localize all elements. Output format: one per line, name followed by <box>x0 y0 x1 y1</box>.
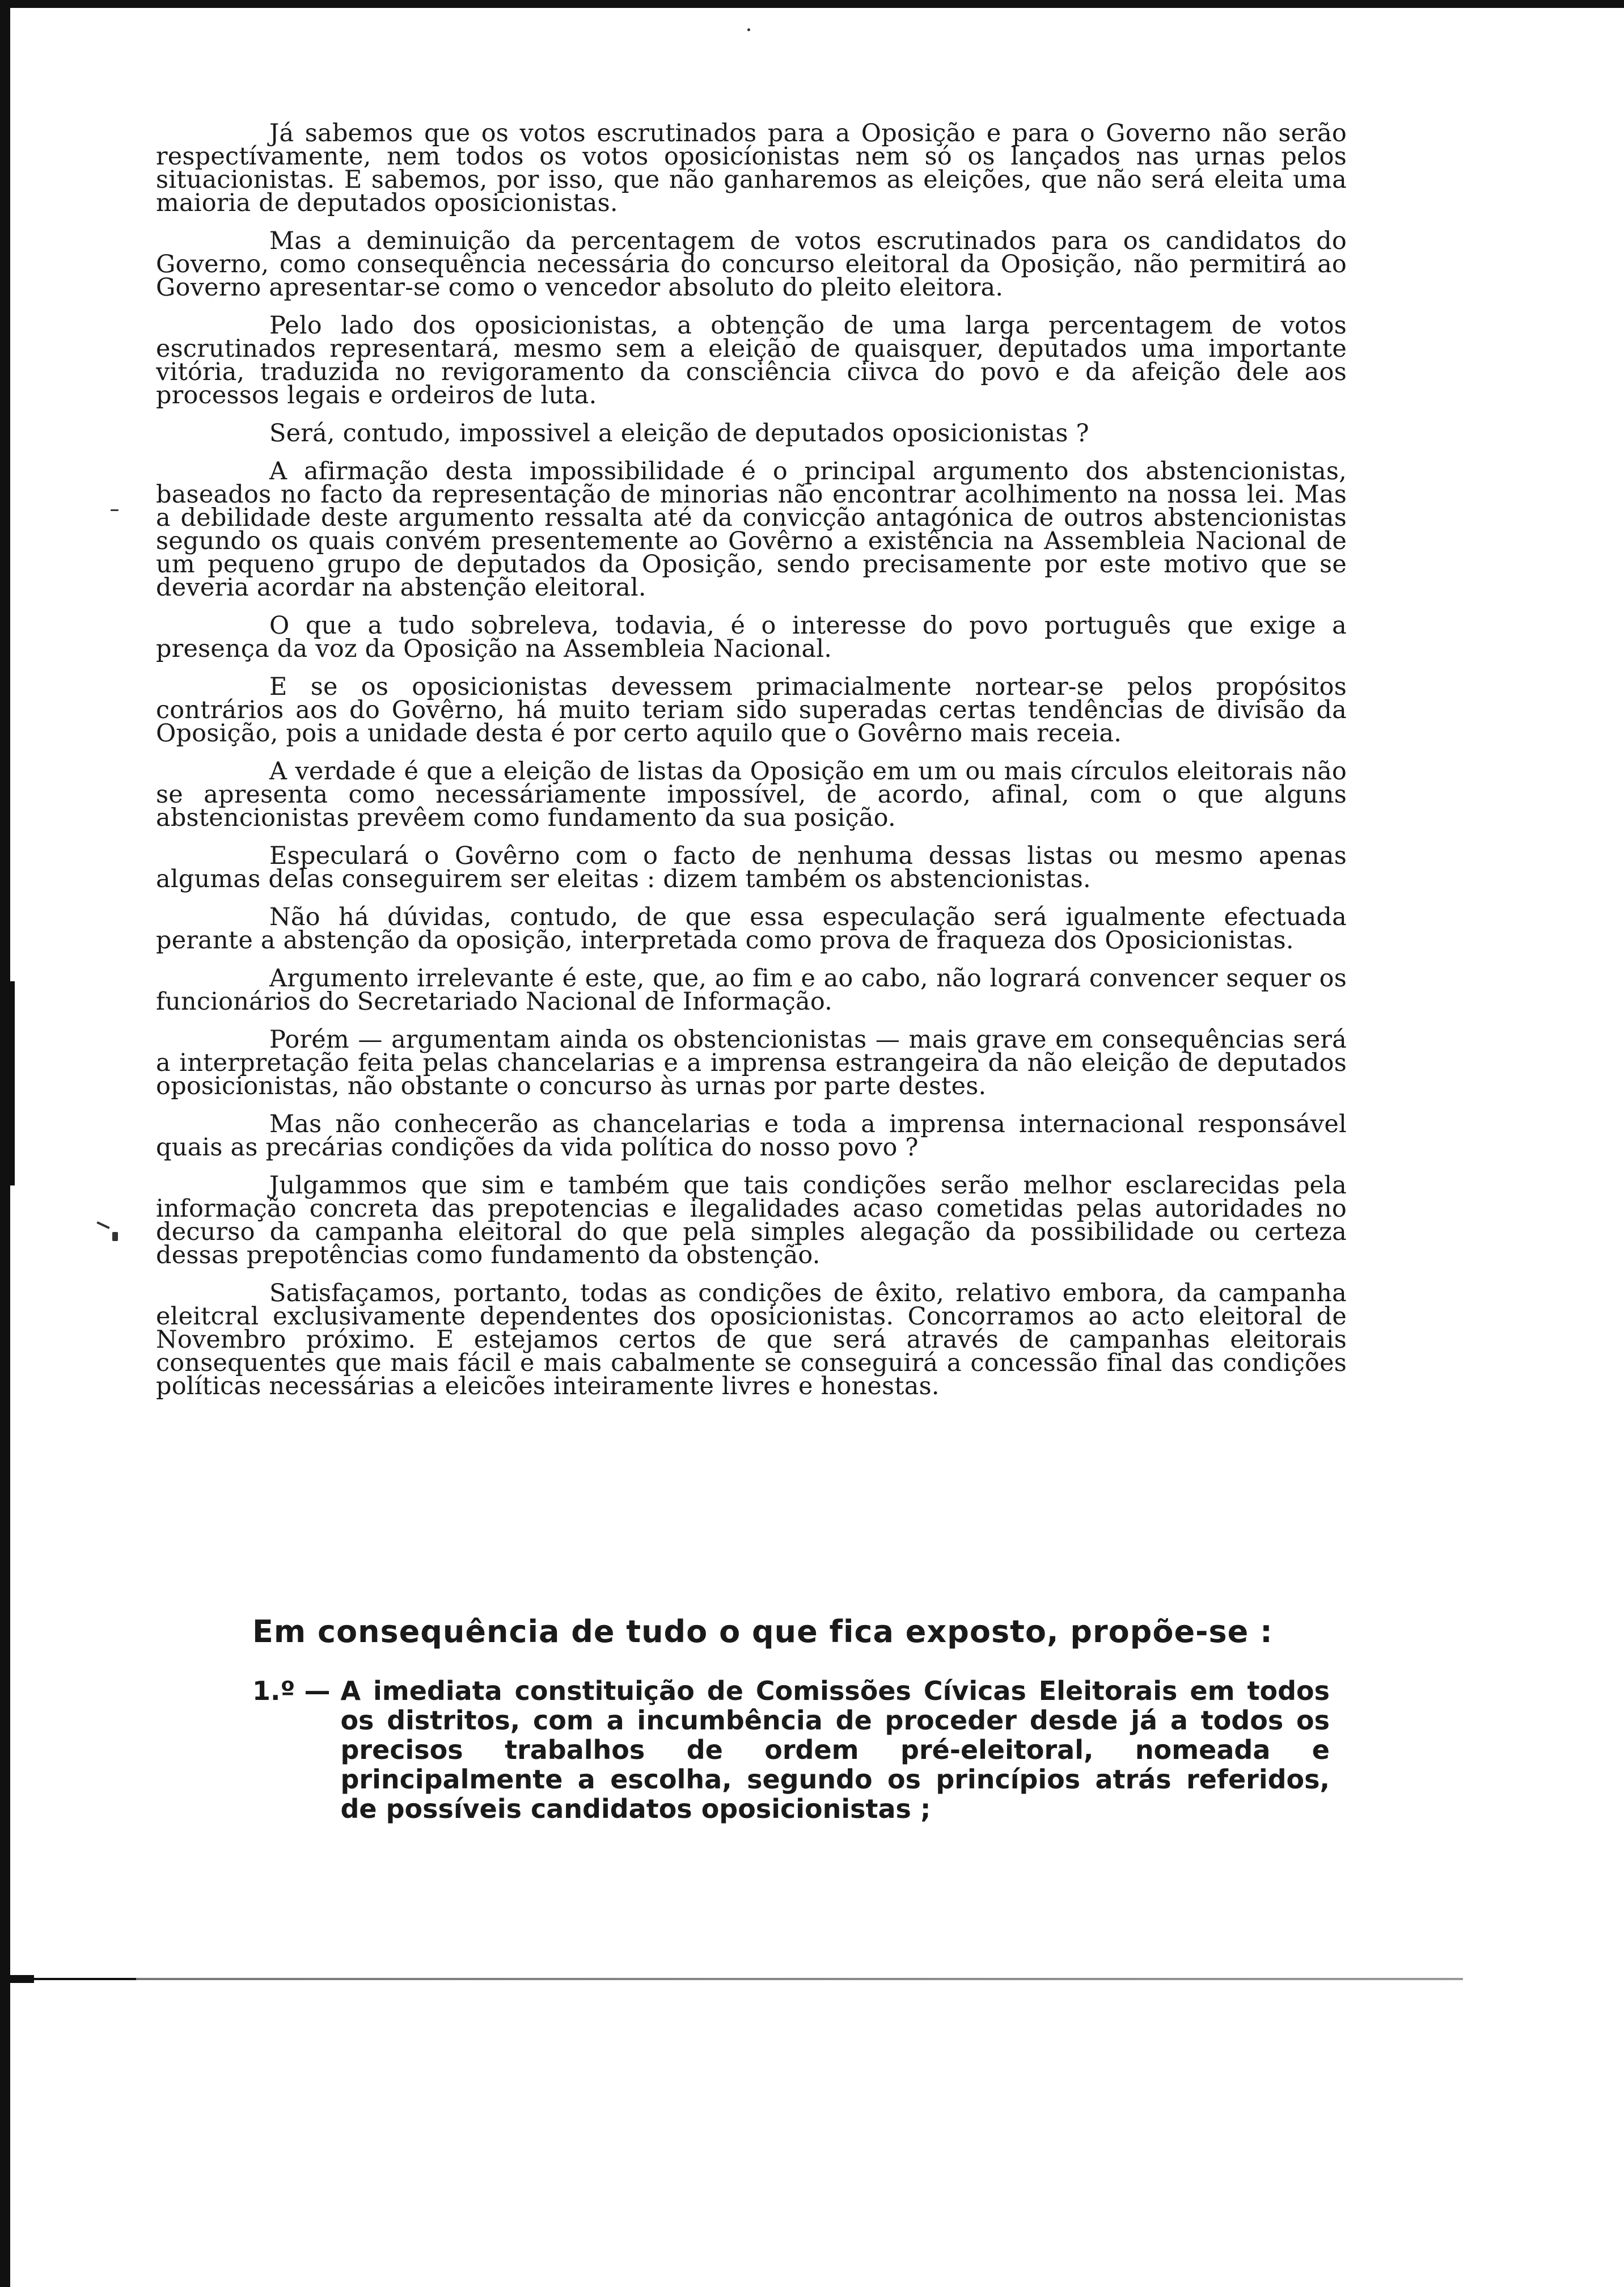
paragraph: Não há dúvidas, contudo, de que essa especulação será igualmente efectuada perante a abstenção da oposição, interpretada como prova de fraqueza dos Oposicionistas. <box>156 903 1347 955</box>
paragraph: A verdade é que a eleição de listas da Oposição em um ou mais círculos eleitorais não se apresenta como necessáriamente impossível, de acordo, afinal, com o que alguns abstencionistas prevêem como fundamento da sua posição. <box>156 757 1347 832</box>
bottom-rule <box>0 1978 1463 1980</box>
paragraph: Já sabemos que os votos escrutinados para a Oposição e para o Governo não serão respectívamente, nem todos os votos oposicíonistas nem só os lançados nas urnas pelos situacionistas. E sabemos, por isso, que não ganharemos as eleições, que não será eleita uma maioria de deputados oposicionistas. <box>156 119 1347 217</box>
paragraph: Argumento irrelevante é este, que, ao fim e ao cabo, não logrará convencer sequer os funcionários do Secretariado Nacional de Informação. <box>156 964 1347 1016</box>
section-heading: Em consequência de tudo o que fica exposto, propõe-se : <box>252 1614 1273 1649</box>
paragraph: Pelo lado dos oposicionistas, a obtenção de uma larga percentagem de votos escrutinados representará, mesmo sem a eleição de quaisquer, deputados uma importante vitória, traduzida no revigoramento da consciência ciivca do povo e da afeição dele aos processos legais e ordeiros de luta. <box>156 311 1347 410</box>
scan-speck <box>111 509 119 511</box>
paragraph: Julgammos que sim e também que tais condições serão melhor esclarecidas pela informação concreta das prepotencias e ilegalidades acaso cometidas pelas autoridades no decurso da campanha eleitoral do que pela simples alegação da possibilidade ou certeza dessas prepotências como fundamento da obstenção. <box>156 1171 1347 1269</box>
paragraph: Será, contudo, impossivel a eleição de deputados oposicionistas ? <box>269 419 1089 448</box>
proposal-item <box>252 1676 1330 1824</box>
paragraph: Mas a deminuição da percentagem de votos escrutinados para os candidatos do Governo, como consequência necessária do concurso eleitoral da Oposição, não permitirá ao Governo apresentar-se como o vencedor absoluto do pleito eleitora. <box>156 227 1347 302</box>
scan-speck <box>747 28 750 31</box>
proposal-text: A imediata constituição de Comissões Cívicas Eleitorais em todos os distritos, com a incumbência de proceder desde já a todos os precisos trabalhos de ordem pré-eleitoral, nomeada e principalmente a escolha, segundo os princípios atrás referidos, de possíveis candidatos oposicionistas ; <box>340 1676 1330 1824</box>
paragraph: Porém — argumentam ainda os obstencionistas — mais grave em consequências será a interpretação feita pelas chancelarias e a imprensa estrangeira da não eleição de deputados oposicionistas, não obstante o concurso às urnas por parte destes. <box>156 1026 1347 1100</box>
proposal-number: 1.º — <box>252 1676 331 1706</box>
bottom-rule-mark <box>0 1975 34 1983</box>
paragraph: Especulará o Govêrno com o facto de nenhuma dessas listas ou mesmo apenas algumas delas conseguirem ser eleitas : dizem também os abstencionistas. <box>156 842 1347 893</box>
scan-speck <box>112 1232 118 1241</box>
scan-edge-left-mark <box>0 981 15 1185</box>
scan-edge-top <box>0 0 1624 8</box>
body-text <box>156 119 1347 1400</box>
paragraph: O que a tudo sobreleva, todavia, é o interesse do povo português que exige a presença da voz da Oposição na Assembleia Nacional. <box>156 611 1347 663</box>
scan-speck <box>96 1221 109 1229</box>
paragraph: A afirmação desta impossibilidade é o principal argumento dos abstencionistas, baseados no facto da representação de minorias não encontrar acolhimento na nossa lei. Mas a debilidade deste argumento ressalta até da convicção antagónica de outros abstencionistas segundo os quais convém presentemente ao Govêrno a existência na Assembleia Nacional de um pequeno grupo de deputados da Oposição, sendo precisamente por este motivo que se deveria acordar na abstenção eleitoral. <box>156 457 1347 602</box>
paragraph: Mas não conhecerão as chancelarias e toda a imprensa internacional responsável quais as precárias condições da vida política do nosso povo ? <box>156 1110 1347 1162</box>
paragraph: Satisfaçamos, portanto, todas as condições de êxito, relativo embora, da campanha eleitcral exclusivamente dependentes dos oposicionistas. Concorramos ao acto eleitoral de Novembro próximo. E estejamos certos de que será através de campanhas eleitorais consequentes que mais fácil e mais cabalmente se conseguirá a concessão final das condições políticas necessárias a eleicões inteiramente livres e honestas. <box>156 1279 1347 1400</box>
paragraph: E se os oposicionistas devessem primacialmente nortear-se pelos propósitos contrários aos do Govêrno, há muito teriam sido superadas certas tendências de divisão da Oposição, pois a unidade desta é por certo aquilo que o Govêrno mais receia. <box>156 673 1347 748</box>
